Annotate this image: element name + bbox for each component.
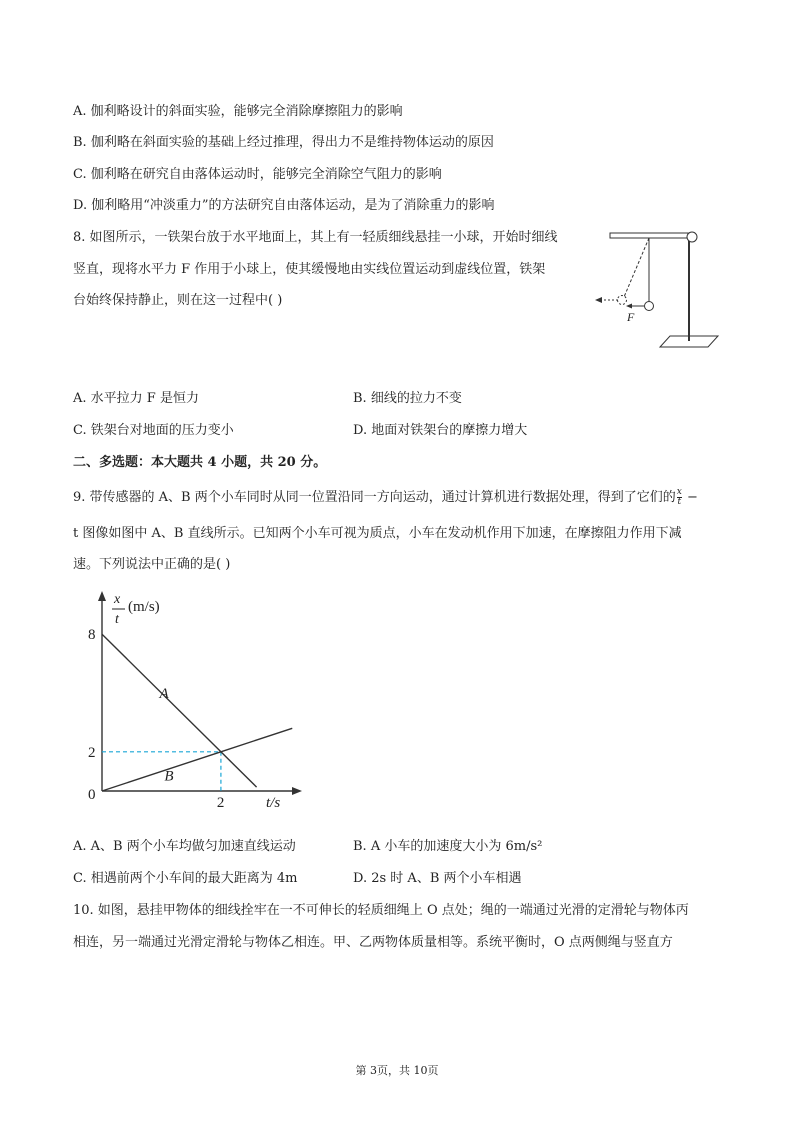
series-label-b: B [164, 768, 174, 785]
page-footer: 第 3页，共 10页 [355, 1064, 439, 1077]
force-arrow-head [595, 297, 602, 303]
q7-option-c: C. 伽利略在研究自由落体运动时，能够完全消除空气阻力的影响 [73, 167, 442, 182]
q8-stem-line-3: 台始终保持静止，则在这一过程中( ) [73, 293, 283, 308]
x-tick-label-2: 2 [216, 795, 225, 811]
series-line-a [102, 634, 257, 787]
q9-stem-line-3: 速。下列说法中正确的是( ) [73, 557, 231, 572]
q10-stem-line-2: 相连，另一端通过光滑定滑轮与物体乙相连。甲、乙两物体质量相等。系统平衡时，O 点两侧绳与竖直方 [73, 935, 673, 950]
y-label-num: x [114, 592, 121, 607]
thread-dashed [624, 238, 649, 297]
y-tick-label-2: 2 [88, 744, 96, 761]
x-label: t/s [266, 795, 281, 811]
y-axis-arrow [98, 591, 106, 601]
q8-option-a: A. 水平拉力 F 是恒力 [73, 391, 199, 406]
clamp-knob [687, 232, 697, 242]
q8-stem-line-2: 竖直，现将水平力 F 作用于小球上，使其缓慢地由实线位置运动到虚线位置，铁架 [73, 262, 546, 277]
q8-figure-iron-stand [588, 226, 728, 351]
q8-option-c: C. 铁架台对地面的压力变小 [73, 423, 234, 438]
q9-stem-line-1-text: 9. 带传感器的 A、B 两个小车同时从同一位置沿同一方向运动，通过计算机进行数据处理，得到了它们的 [73, 490, 676, 505]
y-label-unit: (m/s) [128, 599, 160, 615]
x-axis-arrow [292, 787, 302, 795]
stand-arm [610, 233, 688, 238]
q7-option-b: B. 伽利略在斜面实验的基础上经过推理，得出力不是维持物体运动的原因 [73, 135, 494, 150]
series-line-b [102, 728, 292, 791]
q10-stem-line-1: 10. 如图，悬挂甲物体的细线拴牢在一不可伸长的轻质细绳上 O 点处；绳的一端通过光滑的定滑轮与物体丙 [73, 903, 689, 918]
q9-option-c: C. 相遇前两个小车间的最大距离为 4m [73, 871, 298, 886]
ball-solid [645, 302, 654, 311]
y-tick-label-8: 8 [88, 627, 96, 644]
q8-stem-line-1: 8. 如图所示，一铁架台放于水平地面上，其上有一轻质细线悬挂一小球，开始时细线 [73, 230, 558, 245]
y-label-den: t [115, 612, 119, 627]
q9-option-a: A. A、B 两个小车均做匀加速直线运动 [73, 839, 296, 854]
ball-dashed [618, 296, 627, 305]
q9-option-b: B. A 小车的加速度大小为 6m/s² [353, 839, 543, 854]
q9-stem-line-2: t 图像如图中 A、B 直线所示。已知两个小车可视为质点，小车在发动机作用下加速，在摩擦阻力作用下减 [73, 526, 682, 541]
origin-label: 0 [88, 787, 96, 803]
q8-option-d: D. 地面对铁架台的摩擦力增大 [353, 423, 528, 438]
q9-option-d: D. 2s 时 A、B 两个小车相遇 [353, 871, 522, 886]
q7-option-d: D. 伽利略用“冲淡重力”的方法研究自由落体运动，是为了消除重力的影响 [73, 198, 495, 213]
section-heading-multi-choice: 二、多选题：本大题共 4 小题，共 20 分。 [73, 455, 327, 470]
q8-option-b: B. 细线的拉力不变 [353, 391, 462, 406]
q9-xt-t-chart [80, 585, 320, 815]
series-label-a: A [159, 686, 169, 702]
q9-stem-line-1: 9. 带传感器的 A、B 两个小车同时从同一位置沿同一方向运动，通过计算机进行数据处理，得到了它们的 $\frac{x}{t}$ − [73, 487, 698, 507]
force-label: F [627, 310, 635, 324]
q7-option-a: A. 伽利略设计的斜面实验，能够完全消除摩擦阻力的影响 [73, 104, 403, 119]
q9-fraction: $\frac{x}{t}$ [676, 487, 682, 507]
